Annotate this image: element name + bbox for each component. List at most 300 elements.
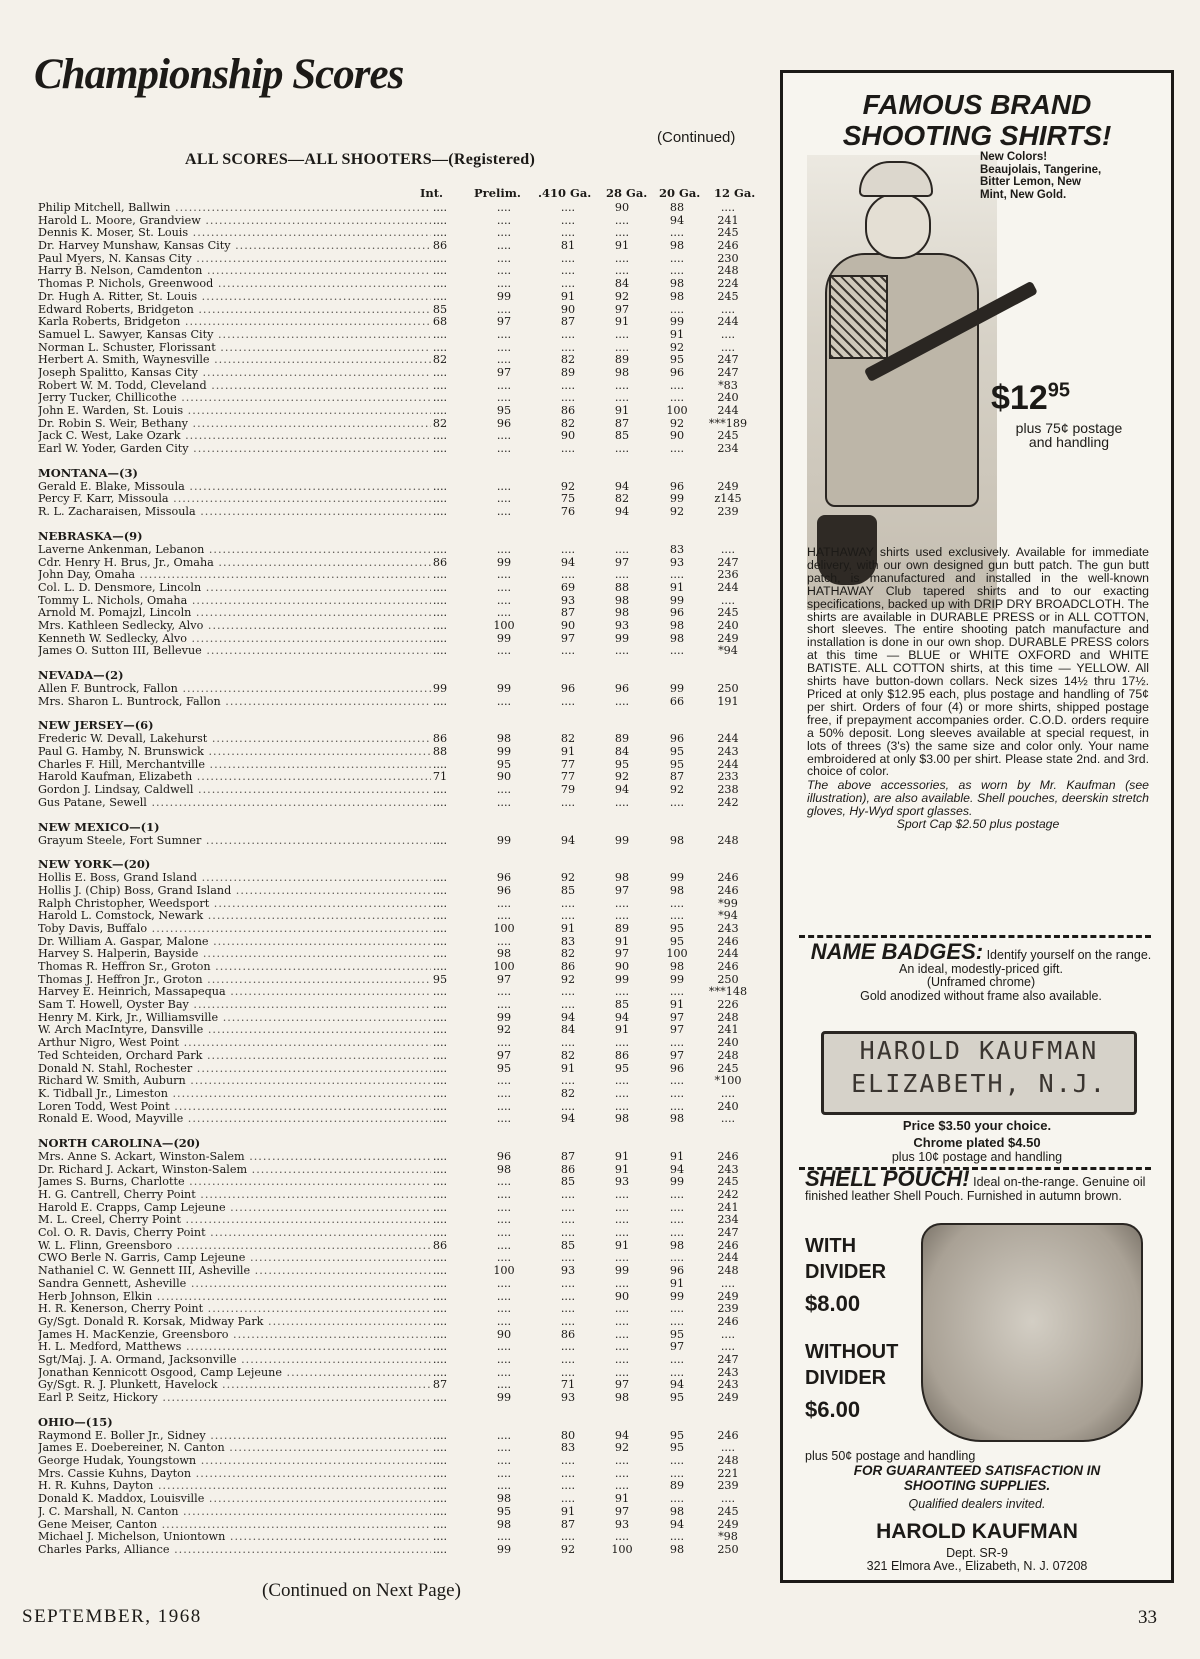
score-12: 233 — [717, 770, 739, 784]
score-int: .... — [432, 479, 448, 493]
score-int: .... — [432, 391, 448, 405]
table-row — [38, 961, 758, 974]
table-row — [38, 784, 758, 797]
score-prelim: .... — [496, 909, 512, 923]
table-row — [38, 253, 758, 266]
score-12: 240 — [717, 1036, 739, 1050]
shooter-name: Herb Johnson, Elkin ..... — [38, 1291, 431, 1304]
score-410: .... — [560, 1530, 576, 1544]
continued-label: (Continued) — [657, 129, 736, 146]
score-int: .... — [432, 1276, 448, 1290]
score-20: 99 — [669, 1289, 685, 1303]
score-20: 66 — [669, 694, 685, 708]
score-prelim: 95 — [496, 404, 512, 417]
score-prelim: .... — [496, 1226, 512, 1240]
table-row — [38, 1430, 758, 1443]
table-row — [38, 557, 758, 570]
shooter-name: Thomas R. Heffron Sr., Groton ..... — [38, 961, 431, 974]
score-prelim: 99 — [496, 555, 512, 569]
score-prelim: 97 — [496, 1048, 512, 1062]
score-410: 93 — [560, 593, 576, 607]
score-int: .... — [432, 1010, 448, 1024]
score-int: 85 — [432, 302, 448, 316]
shooter-name: Mrs. Kathleen Sedlecky, Alvo ..... — [38, 620, 431, 633]
score-prelim: .... — [496, 1302, 512, 1316]
score-12: 245 — [717, 1061, 739, 1075]
score-int: .... — [432, 1517, 448, 1531]
score-28: .... — [614, 644, 630, 658]
score-410: 69 — [560, 580, 576, 594]
score-12: 243 — [717, 921, 739, 935]
score-410: 87 — [560, 1517, 576, 1531]
score-int: .... — [432, 1542, 448, 1556]
new-colors-callout — [980, 151, 1101, 201]
score-int: .... — [432, 757, 448, 771]
score-int: .... — [432, 871, 448, 885]
score-prelim: .... — [496, 1352, 512, 1366]
score-12: 245 — [717, 289, 739, 303]
score-20: 99 — [669, 492, 685, 506]
table-row — [38, 1480, 758, 1493]
score-20: .... — [669, 909, 685, 923]
score-410: 82 — [560, 416, 576, 430]
shooter-name: H. R. Kuhns, Dayton ..... — [38, 1480, 431, 1493]
score-20: 97 — [669, 1340, 685, 1354]
score-12: 246 — [717, 871, 739, 885]
score-20: 94 — [669, 1162, 685, 1176]
table-row — [38, 329, 758, 342]
score-410: 87 — [560, 606, 576, 620]
score-int: .... — [432, 1441, 448, 1455]
score-12: 243 — [717, 1365, 739, 1379]
score-int: .... — [432, 492, 448, 506]
score-int: .... — [432, 909, 448, 923]
table-row — [38, 430, 758, 443]
col-header-410: .410 Ga. — [538, 186, 592, 200]
score-410: 83 — [560, 1441, 576, 1455]
score-20: 95 — [669, 934, 685, 948]
col-header-12: 12 Ga. — [714, 186, 756, 200]
score-410: 91 — [560, 289, 576, 303]
price-cents: 95 — [1047, 379, 1070, 402]
score-20: 98 — [669, 1542, 685, 1556]
score-12: .... — [720, 1276, 736, 1290]
table-row — [38, 872, 758, 885]
score-int: .... — [432, 1289, 448, 1303]
score-20: 95 — [669, 1327, 685, 1341]
score-20: 94 — [669, 1517, 685, 1531]
score-28: 97 — [614, 947, 630, 961]
score-28: .... — [614, 1365, 630, 1379]
score-410: .... — [560, 1302, 576, 1316]
score-12: 240 — [717, 391, 739, 405]
score-28: 100 — [611, 1542, 633, 1556]
score-int: .... — [432, 327, 448, 341]
score-410: 87 — [560, 315, 576, 329]
score-int: .... — [432, 644, 448, 658]
score-int: .... — [432, 264, 448, 278]
table-row — [38, 1468, 758, 1481]
table-row — [38, 620, 758, 633]
score-12: 230 — [717, 251, 739, 265]
shooter-name: Edward Roberts, Bridgeton ..... — [38, 304, 431, 317]
score-prelim: .... — [496, 378, 512, 392]
score-12: 240 — [717, 618, 739, 632]
score-20: .... — [669, 568, 685, 582]
shooter-name: George Hudak, Youngstown ..... — [38, 1455, 431, 1468]
badge-chrome-line: Chrome plated $4.50 — [913, 1135, 1041, 1150]
score-28: 91 — [614, 239, 630, 253]
score-28: 92 — [614, 1441, 630, 1455]
table-row — [38, 506, 758, 519]
table-row — [38, 1379, 758, 1392]
score-410: 93 — [560, 1264, 576, 1278]
score-20: 95 — [669, 353, 685, 367]
score-410: 90 — [560, 618, 576, 632]
shooter-name: Arthur Nigro, West Point ..... — [38, 1037, 431, 1050]
score-20: 92 — [669, 505, 685, 519]
score-20: .... — [669, 795, 685, 809]
score-12: 221 — [717, 1466, 739, 1480]
score-410: 82 — [560, 947, 576, 961]
shooter-name: Dr. William A. Gaspar, Malone ..... — [38, 936, 431, 949]
score-28: 94 — [614, 505, 630, 519]
score-prelim: .... — [496, 505, 512, 519]
score-410: 79 — [560, 783, 576, 797]
col-header-int: Int. — [420, 186, 444, 200]
score-prelim: .... — [496, 353, 512, 367]
shooter-name: Mrs. Cassie Kuhns, Dayton ..... — [38, 1468, 431, 1481]
score-int: 82 — [432, 353, 448, 367]
shooter-name: Jerry Tucker, Chillicothe ..... — [38, 392, 431, 405]
score-28: 89 — [614, 921, 630, 935]
score-prelim: 100 — [493, 921, 515, 935]
shooter-name: H. R. Kenerson, Cherry Point ..... — [38, 1303, 431, 1316]
table-row — [38, 493, 758, 506]
score-28: .... — [614, 1340, 630, 1354]
score-12: z145 — [714, 492, 742, 506]
score-20: 98 — [669, 618, 685, 632]
shooter-name: W. Arch MacIntyre, Dansville ..... — [38, 1024, 431, 1037]
score-int: .... — [432, 213, 448, 227]
score-20: .... — [669, 302, 685, 316]
score-28: .... — [614, 542, 630, 556]
score-prelim: 98 — [496, 947, 512, 961]
table-row — [38, 1252, 758, 1265]
score-int: 86 — [432, 732, 448, 746]
score-int: .... — [432, 289, 448, 303]
score-410: .... — [560, 1251, 576, 1265]
table-row — [38, 240, 758, 253]
shooting-shirts-ad — [780, 70, 1174, 1583]
shooter-name: H. G. Cantrell, Cherry Point ..... — [38, 1189, 431, 1202]
score-28: 99 — [614, 1264, 630, 1278]
shooter-name: Donald K. Maddox, Louisville ..... — [38, 1493, 431, 1506]
table-row — [38, 1037, 758, 1050]
score-prelim: .... — [496, 896, 512, 910]
page-number: 33 — [1138, 1607, 1157, 1628]
table-row — [38, 595, 758, 608]
score-20: 98 — [669, 1112, 685, 1126]
shooter-name: Allen F. Buntrock, Fallon ..... — [38, 683, 431, 696]
score-prelim: .... — [496, 1340, 512, 1354]
score-prelim: .... — [496, 251, 512, 265]
score-12: 243 — [717, 1162, 739, 1176]
score-prelim: .... — [496, 795, 512, 809]
col-header-28: 28 Ga. — [606, 186, 648, 200]
score-12: 249 — [717, 479, 739, 493]
score-prelim: .... — [496, 239, 512, 253]
score-int: .... — [432, 442, 448, 456]
shell-pouch-section — [805, 1166, 1155, 1203]
score-int: 86 — [432, 239, 448, 253]
table-row — [38, 1291, 758, 1304]
table-row — [38, 1176, 758, 1189]
score-20: .... — [669, 264, 685, 278]
score-prelim: .... — [496, 327, 512, 341]
score-int: .... — [432, 1162, 448, 1176]
dept-line: Dept. SR-9 — [946, 1546, 1008, 1560]
score-int: .... — [432, 1479, 448, 1493]
shooter-name: Dr. Harvey Munshaw, Kansas City ..... — [38, 240, 431, 253]
score-28: .... — [614, 1086, 630, 1100]
shooter-name: Loren Todd, West Point ..... — [38, 1101, 431, 1114]
score-28: 91 — [614, 1492, 630, 1506]
score-12: 245 — [717, 606, 739, 620]
table-row — [38, 1012, 758, 1025]
score-410: 94 — [560, 1112, 576, 1126]
score-int: .... — [432, 1492, 448, 1506]
table-row — [38, 733, 758, 746]
name-badges-text: Identify yourself on the range. An ideal, modestly-priced gift. — [899, 948, 1152, 976]
score-410: .... — [560, 1188, 576, 1201]
dealers-note: Qualified dealers invited. — [908, 1497, 1046, 1511]
score-20: 98 — [669, 289, 685, 303]
score-12: 244 — [717, 580, 739, 594]
table-row — [38, 1341, 758, 1354]
score-12: *99 — [718, 896, 738, 910]
shooter-name: Philip Mitchell, Ballwin ..... — [38, 202, 431, 215]
score-28: 92 — [614, 770, 630, 784]
score-20: 95 — [669, 745, 685, 759]
score-int: .... — [432, 1099, 448, 1113]
score-28: 97 — [614, 555, 630, 569]
score-20: 89 — [669, 1479, 685, 1493]
score-28: 84 — [614, 277, 630, 291]
table-row — [38, 696, 758, 709]
score-int: .... — [432, 783, 448, 797]
score-prelim: .... — [496, 213, 512, 227]
score-28: 87 — [614, 416, 630, 430]
score-28: .... — [614, 1276, 630, 1290]
colors-line: Bitter Lemon, New — [980, 176, 1081, 188]
state-heading: NEVADA—(2) — [38, 668, 124, 682]
score-410: 83 — [560, 934, 576, 948]
cap-illustration — [859, 161, 933, 197]
badge-postage: plus 10¢ postage and handling — [891, 1150, 1063, 1164]
table-row — [38, 304, 758, 317]
score-prelim: .... — [496, 644, 512, 658]
score-12: 248 — [717, 264, 739, 278]
score-28: .... — [614, 378, 630, 392]
score-410: 86 — [560, 1327, 576, 1341]
score-20: 95 — [669, 921, 685, 935]
score-12: 191 — [717, 694, 739, 708]
score-prelim: 99 — [496, 682, 512, 695]
table-row — [38, 342, 758, 355]
score-int: .... — [432, 1352, 448, 1366]
table-row — [38, 582, 758, 595]
score-12: 224 — [717, 277, 739, 291]
table-row — [38, 683, 758, 696]
score-410: 82 — [560, 353, 576, 367]
shooter-name: Raymond E. Boller Jr., Sidney ..... — [38, 1430, 431, 1443]
score-20: .... — [669, 1365, 685, 1379]
score-12: 239 — [717, 1479, 739, 1493]
score-prelim: .... — [496, 1314, 512, 1328]
score-12: 246 — [717, 1428, 739, 1442]
score-int: .... — [432, 631, 448, 645]
table-row — [38, 1050, 758, 1063]
score-int: .... — [432, 1340, 448, 1354]
table-row — [38, 1202, 758, 1215]
score-12: .... — [720, 1340, 736, 1354]
score-prelim: .... — [496, 1213, 512, 1227]
table-row — [38, 1354, 758, 1367]
score-prelim: .... — [496, 302, 512, 316]
score-prelim: 99 — [496, 1010, 512, 1024]
score-12: .... — [720, 327, 736, 341]
score-int: 86 — [432, 1238, 448, 1252]
table-row — [38, 835, 758, 848]
shooter-name: Ronald E. Wood, Mayville ..... — [38, 1113, 431, 1126]
score-28: .... — [614, 1099, 630, 1113]
table-row — [38, 291, 758, 304]
score-20: 96 — [669, 732, 685, 746]
score-20: 98 — [669, 1504, 685, 1518]
score-12: 241 — [717, 1023, 739, 1037]
score-28: .... — [614, 1302, 630, 1316]
table-row — [38, 392, 758, 405]
table-title: ALL SCORES—ALL SHOOTERS—(Registered) — [185, 151, 536, 168]
shooter-name: Jack C. West, Lake Ozark ..... — [38, 430, 431, 443]
score-12: 245 — [717, 1504, 739, 1518]
score-12: 245 — [717, 429, 739, 443]
table-row — [38, 948, 758, 961]
score-28: 91 — [614, 1149, 630, 1163]
score-12: 246 — [717, 883, 739, 897]
footer-date: SEPTEMBER, 1968 — [22, 1606, 202, 1627]
score-int: .... — [432, 404, 448, 417]
score-20: .... — [669, 1492, 685, 1506]
score-int: .... — [432, 1504, 448, 1518]
col-header-prelim: Prelim. — [474, 186, 521, 200]
score-28: .... — [614, 327, 630, 341]
score-410: 92 — [560, 1542, 576, 1556]
score-410: .... — [560, 340, 576, 354]
score-410: 94 — [560, 1010, 576, 1024]
table-row — [38, 380, 758, 393]
score-12: 250 — [717, 972, 739, 986]
score-prelim: .... — [496, 1276, 512, 1290]
accessories-text: The above accessories, as worn by Mr. Kaufman (see illustration), are also available. Shell pouches, deerskin stretch gloves, Hy-Wyd sport glasses. — [807, 778, 1149, 819]
score-int: .... — [432, 1466, 448, 1480]
score-prelim: .... — [496, 1530, 512, 1544]
score-prelim: .... — [496, 429, 512, 443]
table-row — [38, 1164, 758, 1177]
score-28: .... — [614, 1036, 630, 1050]
score-prelim: .... — [496, 1112, 512, 1126]
shooter-name: Thomas J. Heffron Jr., Groton ..... — [38, 974, 431, 987]
score-int: .... — [432, 985, 448, 999]
score-int: .... — [432, 1454, 448, 1468]
score-int: .... — [432, 1023, 448, 1037]
score-prelim: 100 — [493, 960, 515, 973]
score-prelim: .... — [496, 1099, 512, 1113]
score-410: .... — [560, 998, 576, 1012]
score-12: *100 — [714, 1074, 742, 1088]
score-12: ***189 — [708, 416, 748, 430]
score-12: 247 — [717, 365, 739, 379]
score-20: 88 — [669, 201, 685, 214]
table-row — [38, 1265, 758, 1278]
score-int: 99 — [432, 682, 448, 695]
score-28: 98 — [614, 593, 630, 607]
score-12: 248 — [717, 833, 739, 847]
score-28: 98 — [614, 871, 630, 885]
score-12: 239 — [717, 505, 739, 519]
score-410: 77 — [560, 757, 576, 771]
table-row — [38, 936, 758, 949]
score-12: 242 — [717, 1188, 739, 1201]
gold-note: Gold anodized without frame also available. — [860, 988, 1102, 1003]
score-20: 97 — [669, 1023, 685, 1037]
score-prelim: .... — [496, 264, 512, 278]
score-int: .... — [432, 1061, 448, 1075]
score-12: 247 — [717, 1226, 739, 1240]
shooter-name: Herbert A. Smith, Waynesville ..... — [38, 354, 431, 367]
score-int: .... — [432, 1314, 448, 1328]
table-row — [38, 910, 758, 923]
score-28: 97 — [614, 883, 630, 897]
score-int: .... — [432, 1086, 448, 1100]
score-410: 86 — [560, 960, 576, 973]
score-int: .... — [432, 947, 448, 961]
shooter-name: Harold E. Crapps, Camp Lejeune ..... — [38, 1202, 431, 1215]
score-28: 91 — [614, 404, 630, 417]
score-12: .... — [720, 302, 736, 316]
shooter-name: Tommy L. Nichols, Omaha ..... — [38, 595, 431, 608]
score-20: 99 — [669, 593, 685, 607]
table-row — [38, 1303, 758, 1316]
shooter-name: Col. L. D. Densmore, Lincoln ..... — [38, 582, 431, 595]
score-20: .... — [669, 1086, 685, 1100]
table-row — [38, 418, 758, 431]
score-20: 96 — [669, 606, 685, 620]
score-12: 249 — [717, 1289, 739, 1303]
score-20: .... — [669, 1213, 685, 1227]
shooter-name: Jonathan Kennicott Osgood, Camp Lejeune ..... — [38, 1367, 431, 1380]
score-410: .... — [560, 694, 576, 708]
score-28: .... — [614, 264, 630, 278]
shooter-name: Hollis J. (Chip) Boss, Grand Island ..... — [38, 885, 431, 898]
score-20: .... — [669, 378, 685, 392]
shooter-name: James O. Sutton III, Bellevue ..... — [38, 645, 431, 658]
score-prelim: .... — [496, 340, 512, 354]
score-410: 89 — [560, 365, 576, 379]
score-28: 94 — [614, 479, 630, 493]
badge-city: ELIZABETH, N.J. — [851, 1069, 1107, 1098]
